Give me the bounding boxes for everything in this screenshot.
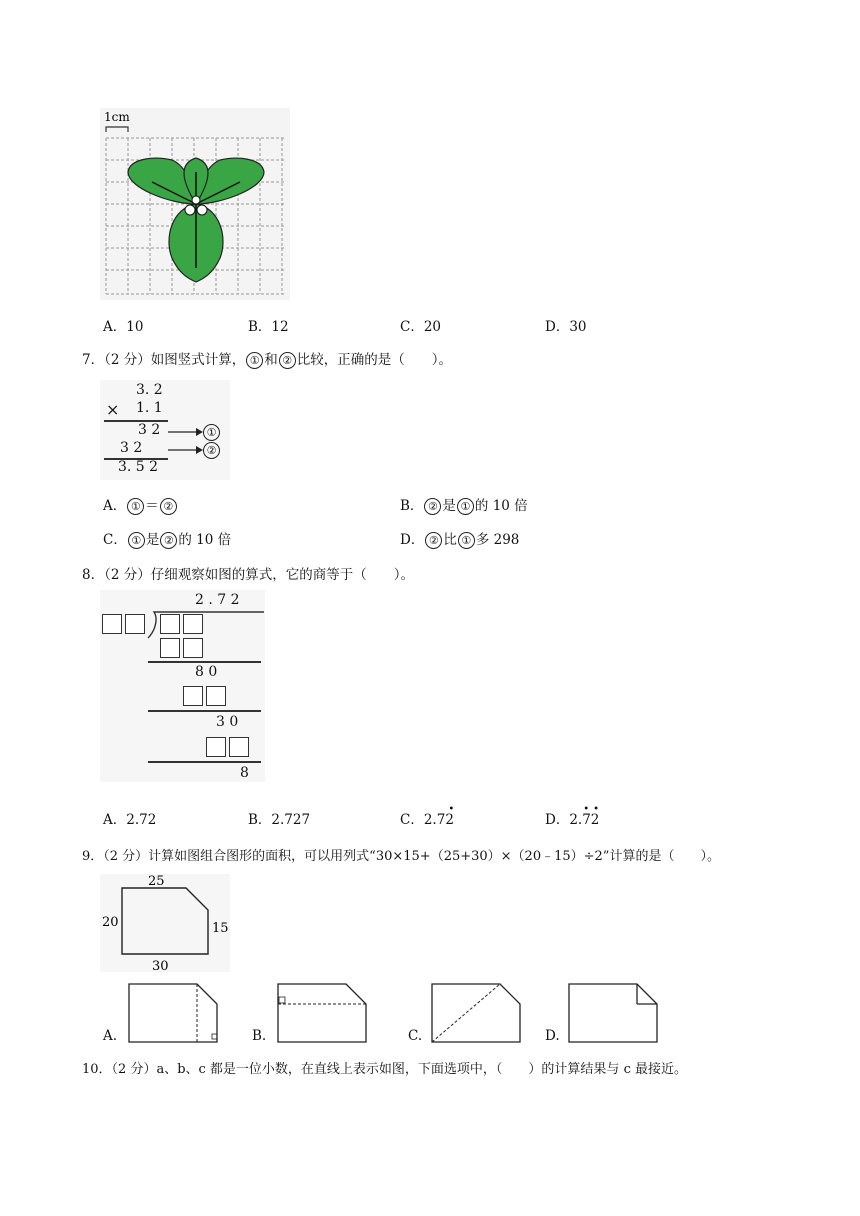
partial-product-2: 3 2: [120, 440, 143, 456]
q7-option-a[interactable]: A． ① ＝ ②: [103, 494, 178, 515]
q7-circle-2: ②: [279, 352, 296, 369]
times-sign: ×: [106, 400, 120, 419]
remainder-3: 8: [240, 765, 249, 781]
q10-question: 10．（2 分）a、b、c 都是一位小数，在直线上表示如图，下面选项中，（ ）的计算结果与 c 最接近。: [82, 1062, 687, 1077]
q9-question: 9．（2 分）计算如图组合图形的面积，可以用列式“30×15+（25+30）×（20﹣15）÷2”计算的是（ ）。: [82, 849, 720, 864]
remainder-2: 3 0: [216, 714, 239, 730]
q7-question: [82, 348, 452, 369]
q8-option-a[interactable]: A．2.72: [103, 812, 157, 828]
label-right: 15: [212, 921, 229, 936]
q8-option-c[interactable]: C．2.7 • 2: [400, 804, 455, 828]
q6-option-c[interactable]: C．20: [400, 319, 442, 335]
shape-d-icon: [567, 982, 661, 1044]
q9-option-d[interactable]: D.: [545, 982, 665, 1044]
multiplier: 1. 1: [136, 400, 163, 416]
q9-option-a[interactable]: A.: [103, 982, 223, 1044]
scale-label: 1cm: [104, 110, 130, 124]
shape-c-icon: [430, 982, 524, 1044]
remainder-1: 8 0: [195, 664, 218, 680]
partial-product-1: 3 2: [138, 422, 161, 438]
label-left: 20: [102, 915, 119, 930]
repeating-digit: • 2: [445, 804, 455, 828]
q9-option-c[interactable]: C.: [408, 982, 528, 1044]
q6-option-d[interactable]: D．30: [545, 319, 587, 335]
q7-mid: 和: [264, 352, 278, 368]
label-top: 25: [148, 874, 165, 889]
product: 3. 5 2: [118, 459, 159, 475]
quotient: 2 . 7 2: [195, 592, 240, 608]
multiplicand: 3. 2: [136, 382, 163, 398]
q7-suffix: 比较，正确的是（ ）。: [296, 352, 452, 368]
q8-option-d[interactable]: D．2. •• 72: [545, 804, 604, 828]
q7-circle-1: ①: [246, 352, 263, 369]
leaf-grid-figure: [100, 108, 290, 300]
q8-option-b[interactable]: B．2.727: [248, 812, 311, 828]
q7-option-d[interactable]: D． ② 比 ① 多 298: [400, 532, 520, 548]
multiplication-figure: [100, 380, 230, 480]
leaf-grid-svg: [100, 108, 290, 300]
q7-option-c[interactable]: C． ① 是 ② 的 10 倍: [103, 532, 232, 548]
q6-option-a[interactable]: A．10: [103, 319, 144, 335]
marker-2: ②: [203, 442, 220, 459]
label-bottom: 30: [152, 959, 169, 972]
shape-a-icon: [127, 982, 221, 1044]
q6-option-b[interactable]: B．12: [248, 319, 289, 335]
composite-shape-figure: [100, 874, 230, 972]
marker-1: ①: [203, 424, 220, 441]
q7-option-b[interactable]: B． ② 是 ① 的 10 倍: [400, 498, 528, 514]
q9-option-b[interactable]: B.: [252, 982, 372, 1044]
shape-b-icon: [276, 982, 370, 1044]
repeating-digits: •• 72: [582, 804, 604, 828]
q7-prefix: 7．（2 分）如图竖式计算，: [82, 352, 246, 368]
q8-question: 8．（2 分）仔细观察如图的算式，它的商等于（ ）。: [82, 567, 414, 583]
division-figure: [100, 590, 265, 782]
